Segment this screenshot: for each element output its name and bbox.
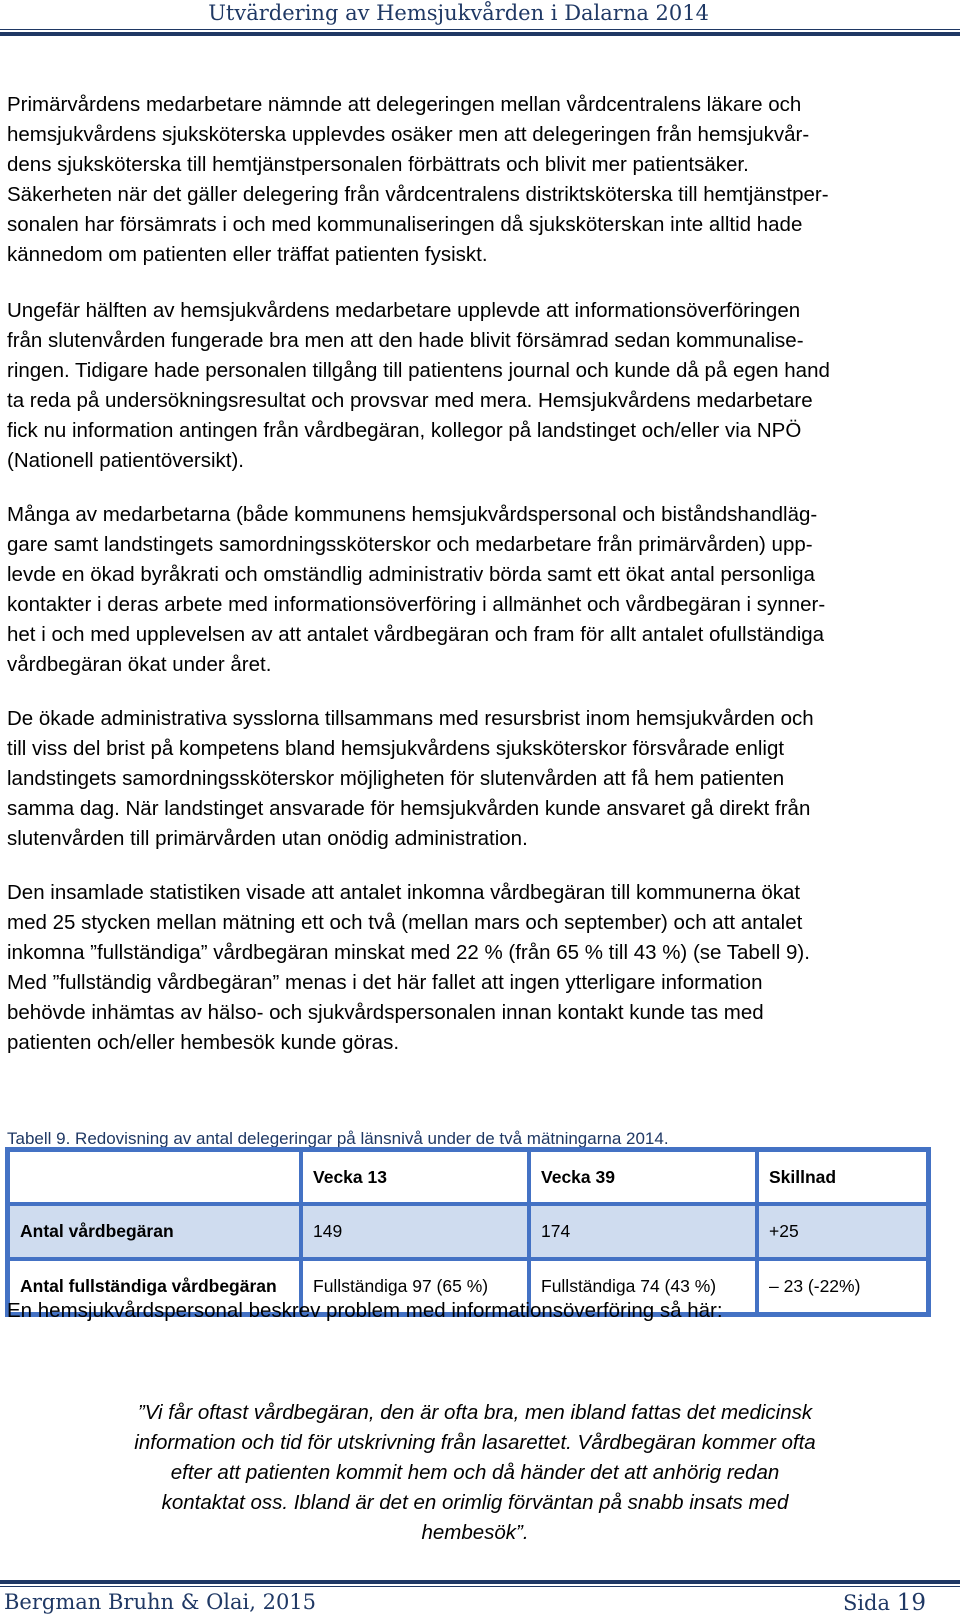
text-line: Säkerheten när det gäller delegering från vårdcentralens distriktsköterska till hemtjänstper- (7, 183, 829, 206)
text-line: De ökade administrativa sysslorna tillsammans med resursbrist inom hemsjukvården och (7, 707, 814, 730)
quote-line: hembesök”. (421, 1521, 529, 1544)
text-line: slutenvården till primärvården utan onödig administration. (7, 827, 528, 850)
footer-rule (0, 1586, 960, 1587)
page-number: 19 (896, 1590, 926, 1616)
table-cell: – 23 (-22%) (757, 1259, 928, 1314)
table-header-cell (8, 1150, 301, 1204)
text-line: från slutenvården fungerade bra men att den hade blivit försämrad sedan kommunalise- (7, 329, 804, 352)
paragraph-3 (7, 500, 937, 680)
text-line: levde en ökad byråkrati och omständlig administrativ börda samt ett ökat antal personliga (7, 563, 815, 586)
text-line: behövde inhämtas av hälso- och sjukvårdspersonalen innan kontakt kunde tas med (7, 1001, 764, 1024)
text-line: kontakter i deras arbete med informationsöverföring i allmänhet och vårdbegäran i synner- (7, 593, 826, 616)
quote-line: ”Vi får oftast vårdbegäran, den är ofta bra, men ibland fattas det medicinsk (137, 1401, 813, 1424)
table-header-cell: Vecka 13 (301, 1150, 529, 1204)
text-line: till viss del brist på kompetens bland hemsjukvårdens sjuksköterskor försvårade enligt (7, 737, 785, 760)
table-row-label: Antal vårdbegäran (8, 1204, 301, 1259)
text-line: hemsjukvårdens sjuksköterska upplevdes osäker men att delegeringen från hemsjukvår- (7, 123, 810, 146)
table-row (8, 1204, 928, 1259)
text-line: Med ”fullständig vårdbegäran” menas i det här fallet att ingen ytterligare information (7, 971, 763, 994)
table-caption: Tabell 9. Redovisning av antal delegeringar på länsnivå under de två mätningarna 2014. (7, 1129, 669, 1148)
text-line: Många av medarbetarna (både kommunens hemsjukvårdspersonal och biståndshandläg- (7, 503, 818, 526)
text-line: Primärvårdens medarbetare nämnde att delegeringen mellan vårdcentralens läkare och (7, 93, 802, 116)
header-rule (0, 29, 960, 30)
text-line: inkomna ”fullständiga” vårdbegäran minskat med 22 % (från 65 % till 43 %) (se Tabell 9). (7, 941, 810, 964)
table-cell: Fullständiga 97 (65 %) (301, 1259, 529, 1314)
quote-line: efter att patienten kommit hem och då händer det att anhörig redan (170, 1461, 780, 1484)
page-header (0, 0, 960, 40)
header-title: Utvärdering av Hemsjukvården i Dalarna 2014 (208, 1, 709, 25)
text-line: landstingets samordningssköterskor möjligheten för slutenvården att få hem patienten (7, 767, 785, 790)
quote-line: kontaktat oss. Ibland är det en orimlig förväntan på snabb insats med (161, 1491, 789, 1514)
footer-authors: Bergman Bruhn & Olai, 2015 (4, 1590, 317, 1614)
table-row-label: Antal fullständiga vårdbegäran (8, 1259, 301, 1314)
header-rule-thick (0, 32, 960, 36)
text-line: ta reda på undersökningsresultat och provsvar med mera. Hemsjukvårdens medarbetare (7, 389, 813, 412)
page-label: Sida (842, 1591, 891, 1615)
text-line: sonalen har försämrats i och med kommunaliseringen då sjuksköterskan inte alltid hade (7, 213, 803, 236)
block-quote (30, 1398, 920, 1548)
table-cell: 149 (301, 1204, 529, 1259)
text-line: gare samt landstingets samordningssköterskor och medarbetare från primärvården) upp- (7, 533, 813, 556)
text-line: med 25 stycken mellan mätning ett och två (mellan mars och september) och att antalet (7, 911, 803, 934)
text-line: fick nu information antingen från vårdbegäran, kollegor på landstinget och/eller via NPÖ (7, 419, 802, 442)
text-line: En hemsjukvårdspersonal beskrev problem med informationsöverföring så här: (7, 1299, 723, 1322)
text-line: samma dag. När landstinget ansvarade för hemsjukvården kunde ansvaret gå direkt från (7, 797, 811, 820)
table-9 (5, 1147, 931, 1317)
table-cell: 174 (529, 1204, 757, 1259)
text-line: Den insamlade statistiken visade att antalet inkomna vårdbegäran till kommunerna ökat (7, 881, 801, 904)
text-line: patienten och/eller hembesök kunde göras. (7, 1031, 400, 1054)
text-line: vårdbegäran ökat under året. (7, 653, 272, 676)
table-header-cell: Vecka 39 (529, 1150, 757, 1204)
paragraph-5 (7, 878, 937, 1058)
quote-intro (7, 1296, 937, 1326)
table-cell: Fullständiga 74 (43 %) (529, 1259, 757, 1314)
paragraph-2 (7, 296, 937, 476)
paragraph-4 (7, 704, 937, 854)
text-line: (Nationell patientöversikt). (7, 449, 244, 472)
table-cell: +25 (757, 1204, 928, 1259)
text-line: kännedom om patienten eller träffat patienten fysiskt. (7, 243, 488, 266)
paragraph-1 (7, 90, 937, 270)
text-line: het i och med upplevelsen av att antalet vårdbegäran och fram för allt antalet ofullständiga (7, 623, 825, 646)
table-header-cell: Skillnad (757, 1150, 928, 1204)
quote-line: information och tid för utskrivning från lasarettet. Vårdbegäran kommer ofta (134, 1431, 816, 1454)
footer-rule-thick (0, 1580, 960, 1584)
text-line: ringen. Tidigare hade personalen tillgång till patientens journal och kunde då på egen hand (7, 359, 830, 382)
footer-page (843, 1590, 926, 1616)
text-line: dens sjuksköterska till hemtjänstpersonalen förbättrats och blivit mer patientsäker. (7, 153, 749, 176)
text-line: Ungefär hälften av hemsjukvårdens medarbetare upplevde att informationsöverföringen (7, 299, 801, 322)
table-header-row (8, 1150, 928, 1204)
